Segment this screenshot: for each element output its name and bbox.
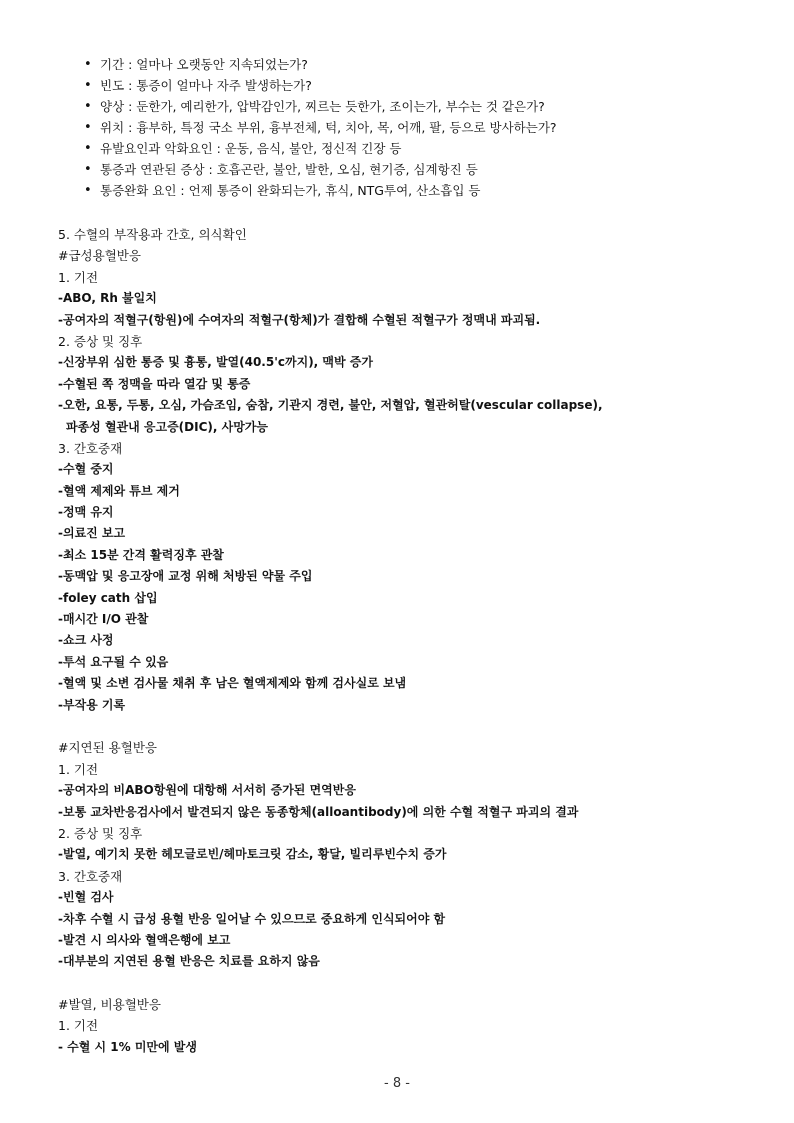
febrile-heading: #발열, 비용혈반응 xyxy=(58,997,161,1013)
acute-nursing-line: -의료진 보고 xyxy=(58,526,126,541)
acute-nursing-title: 3. 간호중재 xyxy=(58,440,123,456)
page-number: - 8 - xyxy=(384,1076,410,1091)
section-5 xyxy=(58,224,758,1058)
febrile-mechanism-title: 1. 기전 xyxy=(58,1018,99,1034)
spacer xyxy=(58,973,758,994)
acute-symptom-line: -수혈된 쪽 정맥을 따라 열감 및 통증 xyxy=(58,376,251,391)
acute-nursing-line: -투석 요구될 수 있음 xyxy=(58,654,169,669)
delayed-mechanism-title: 1. 기전 xyxy=(58,761,99,777)
delayed-mechanism-line: -보통 교차반응검사에서 발견되지 않은 동종항체(alloantibody)에 의한 수혈 적혈구 파괴의 결과 xyxy=(58,804,579,819)
delayed-symptoms-title: 2. 증상 및 징후 xyxy=(58,825,143,841)
delayed-nursing-line: -빈혈 검사 xyxy=(58,890,114,905)
acute-nursing-line: -정맥 유지 xyxy=(58,505,114,520)
acute-mechanism-line: -ABO, Rh 불일치 xyxy=(58,291,157,306)
delayed-nursing-line: -발견 시 의사와 혈액은행에 보고 xyxy=(58,932,231,947)
acute-nursing-line: -매시간 I/O 관찰 xyxy=(58,612,149,627)
delayed-nursing-line: -차후 수혈 시 급성 용혈 반응 일어날 수 있으므로 중요하게 인식되어야 함 xyxy=(58,911,446,926)
list-item: • 빈도 : 통증이 얼마나 자주 발생하는가? xyxy=(84,75,774,96)
acute-symptom-line: 파종성 혈관내 응고증(DIC), 사망가능 xyxy=(66,419,268,434)
acute-nursing-line: -동맥압 및 응고장애 교정 위해 처방된 약물 주입 xyxy=(58,569,313,584)
acute-nursing-line: -수혈 중지 xyxy=(58,462,114,477)
acute-symptom-line: -오한, 요통, 두통, 오심, 가슴조임, 숨참, 기관지 경련, 불안, 저혈압, 혈관허탈(vescular collapse), xyxy=(58,398,603,413)
acute-nursing-line: -쇼크 사정 xyxy=(58,633,114,648)
list-item: • 유발요인과 악화요인 : 운동, 음식, 불안, 정신적 긴장 등 xyxy=(84,138,774,159)
list-item: • 통증과 연관된 증상 : 호흡곤란, 불안, 발한, 오심, 현기증, 심계항진 등 xyxy=(84,159,774,180)
spacer xyxy=(58,716,758,737)
pain-assessment-list xyxy=(84,54,774,201)
delayed-mechanism-line: -공여자의 비ABO항원에 대항해 서서히 증가된 면역반응 xyxy=(58,783,356,798)
acute-nursing-line: -foley cath 삽입 xyxy=(58,590,158,605)
delayed-symptom-line: -발열, 예기치 못한 헤모글로빈/헤마토크릿 감소, 황달, 빌리루빈수치 증가 xyxy=(58,847,447,862)
acute-symptoms-title: 2. 증상 및 징후 xyxy=(58,333,143,349)
section-title: 5. 수혈의 부작용과 간호, 의식확인 xyxy=(58,227,247,242)
acute-nursing-line: -혈액 제제와 튜브 제거 xyxy=(58,483,180,498)
acute-mechanism-line: -공여자의 적혈구(항원)에 수여자의 적혈구(항체)가 결합해 수혈된 적혈구가 정맥내 파괴됨. xyxy=(58,312,541,327)
acute-nursing-line: -부작용 기록 xyxy=(58,697,126,712)
acute-heading: #급성용혈반응 xyxy=(58,248,141,264)
list-item: • 양상 : 둔한가, 예리한가, 압박감인가, 찌르는 듯한가, 조이는가, 부수는 것 같은가? xyxy=(84,96,774,117)
acute-symptom-line: -신장부위 심한 통증 및 흉통, 발열(40.5'c까지), 맥박 증가 xyxy=(58,355,373,370)
acute-nursing-line: -혈액 및 소변 검사물 채취 후 남은 혈액제제와 함께 검사실로 보냄 xyxy=(58,676,407,691)
list-item: • 위치 : 흉부하, 특정 국소 부위, 흉부전체, 턱, 치아, 목, 어깨, 팔, 등으로 방사하는가? xyxy=(84,117,774,138)
acute-nursing-line: -최소 15분 간격 활력징후 관찰 xyxy=(58,547,224,562)
delayed-nursing-title: 3. 간호중재 xyxy=(58,868,123,884)
febrile-mechanism-line: - 수혈 시 1% 미만에 발생 xyxy=(58,1039,197,1054)
acute-mechanism-title: 1. 기전 xyxy=(58,269,99,285)
list-item: • 통증완화 요인 : 언제 통증이 완화되는가, 휴식, NTG투여, 산소흡입 등 xyxy=(84,180,774,201)
delayed-nursing-line: -대부분의 지연된 용혈 반응은 치료를 요하지 않음 xyxy=(58,954,320,969)
delayed-heading: #지연된 용혈반응 xyxy=(58,740,157,756)
list-item: • 기간 : 얼마나 오랫동안 지속되었는가? xyxy=(84,54,774,75)
